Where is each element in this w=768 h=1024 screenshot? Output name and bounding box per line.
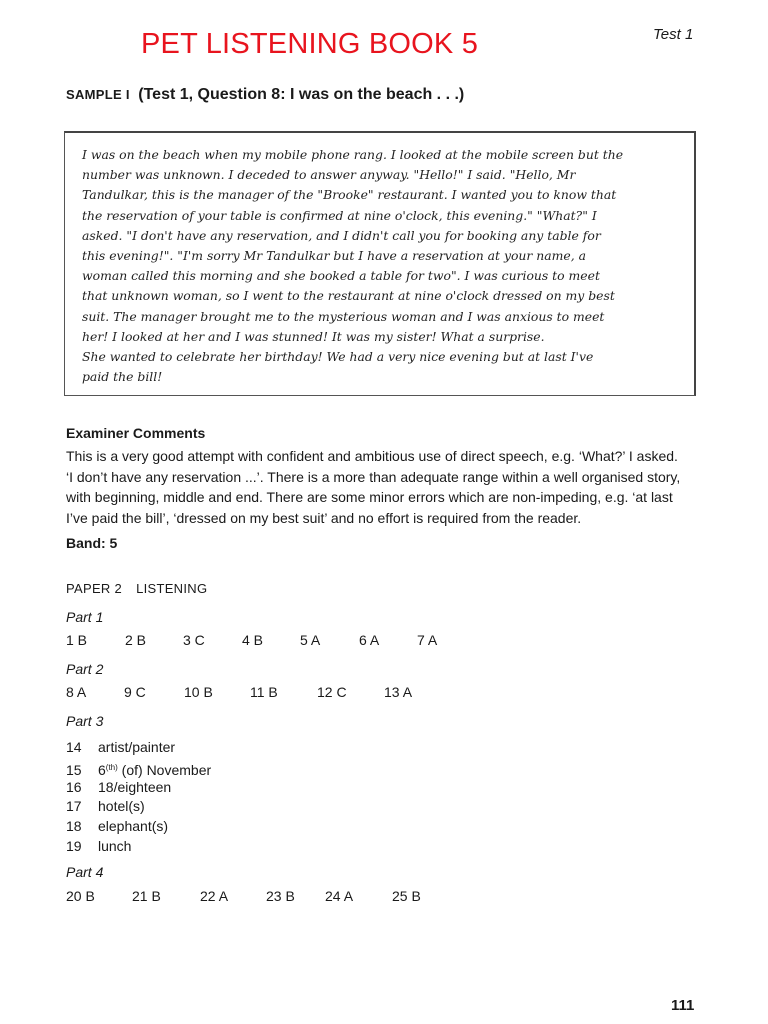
answer-item: 7 A: [417, 632, 438, 648]
answer-item: 1 B: [66, 632, 88, 648]
list-item: [66, 837, 211, 857]
item-number: 14: [66, 739, 82, 755]
answer-item: 24 A: [325, 888, 354, 904]
answer-item: 20 B: [66, 888, 95, 904]
list-item: [66, 738, 211, 758]
answer-item: 22 A: [200, 888, 229, 904]
item-answer: hotel(s): [98, 798, 145, 815]
paper-heading: [66, 581, 207, 596]
answer-item: 5 A: [300, 632, 321, 648]
answer-item: 2 B: [125, 632, 147, 648]
list-item: [66, 817, 211, 837]
part-1-label: Part 1: [66, 609, 104, 625]
item-number: 17: [66, 798, 82, 815]
answer-item: 23 B: [266, 888, 295, 904]
handwritten-answer: I was on the beach when my mobile phone rang. I looked at the mobile screen but the number was unknown. I deceded to answer anyway. "Hello!" I said. "Hello, Mr Tandulkar, this is the manager of the "Brooke" restaurant. I wanted you to know that the reservation of your table is confirmed at nine o'clock, this evening." "What?" I asked. "I don't have any reservation, and I didn't call you for booking any table for this evening!". "I'm sorry Mr Tandulkar but I have a reservation at your name, a woman called this morning and she booked a table for two". I was curious to meet that unknown woman, so I went to the restaurant at nine o'clock dressed on my best suit. The manager brought me to the mysterious woman and I was anxious to meet her! I looked at her and I was stunned! It was my sister! What a surprise. She wanted to celebrate her birthday! We had a very nice evening but at last I've paid the bill!: [82, 147, 624, 385]
sample-title: (Test 1, Question 8: I was on the beach . . .): [138, 86, 465, 103]
item-number: 16: [66, 778, 82, 795]
answer-item: 25 B: [392, 888, 421, 904]
answer-item: 6 A: [359, 632, 380, 648]
list-item: [66, 778, 211, 798]
item-number: 18: [66, 818, 82, 835]
examiner-comments-text: This is a very good attempt with confident and ambitious use of direct speech, e.g. ‘What?’ I asked. ‘I don’t have any reservation ...’. There is a more than adequate range within a well organised story, with beginning, middle and end. There are some minor errors which are non-impeding, e.g. ‘at last I’ve paid the bill’, ‘dressed on my best suit’ and no effort is required from the reader.: [66, 448, 681, 526]
answer-item: 12 C: [317, 684, 347, 700]
answer-item: 21 B: [132, 888, 161, 904]
answer-item: 9 C: [124, 684, 146, 700]
part-3-answers: [66, 738, 211, 857]
item-number: 15: [66, 761, 82, 778]
answer-item: 10 B: [184, 684, 213, 700]
sample-answer-box: [64, 131, 696, 396]
page-number: 111: [671, 997, 695, 1014]
item-answer: lunch: [98, 837, 132, 854]
test-label: Test 1: [653, 26, 694, 43]
item-answer: 18/eighteen: [98, 778, 172, 795]
sample-heading: [66, 86, 464, 104]
item-answer-pre: 6: [98, 761, 106, 778]
list-item: [66, 797, 211, 817]
part-4-label: Part 4: [66, 864, 104, 880]
item-answer: artist/painter: [98, 739, 176, 755]
book-title: PET LISTENING BOOK 5: [141, 28, 479, 60]
list-item: [66, 758, 211, 778]
answer-item: 3 C: [183, 632, 205, 648]
paper-label: PAPER 2: [66, 581, 123, 596]
part-3-label: Part 3: [66, 713, 104, 729]
band-score: Band: 5: [66, 535, 118, 551]
answer-item: 11 B: [250, 684, 278, 700]
answer-item: 4 B: [242, 632, 264, 648]
part-2-label: Part 2: [66, 661, 104, 677]
item-answer-sup: (th): [105, 762, 118, 772]
sample-tag: SAMPLE I: [66, 87, 130, 102]
answer-item: 8 A: [66, 684, 87, 700]
paper-section: LISTENING: [136, 581, 208, 596]
answer-item: 13 A: [384, 684, 413, 700]
examiner-comments-heading: Examiner Comments: [66, 425, 206, 441]
item-answer: (of) November: [117, 761, 212, 778]
item-answer: elephant(s): [98, 818, 169, 835]
item-number: 19: [66, 837, 82, 854]
